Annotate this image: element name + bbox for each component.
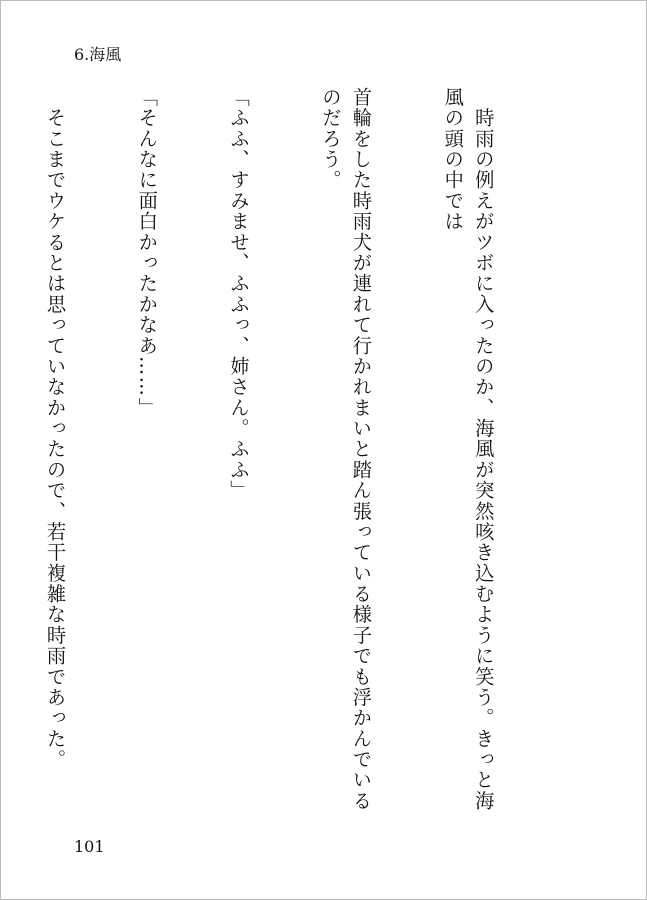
text-line: 首輪をした時雨犬が連れて行かれまいと踏ん張っている様子でも浮かんでいるのだろう。 [318, 87, 373, 812]
body-text [43, 87, 559, 814]
page-number: 101 [74, 837, 105, 856]
text-line: 時雨の例えがツボに入ったのか、海風が突然咳き込むように笑う。きっと海風の頭の中では [441, 87, 495, 812]
chapter-title: 6.海風 [74, 45, 122, 64]
text-line: 「ふふ、すみませ、ふふっ、姉さん。ふふ」 [227, 87, 251, 501]
text-line: そこまでウケるとは思っていなかったので、若干複雑な時雨であった。 [43, 87, 67, 770]
text-line: 「そんなに面白かったかなあ……」 [135, 87, 159, 419]
